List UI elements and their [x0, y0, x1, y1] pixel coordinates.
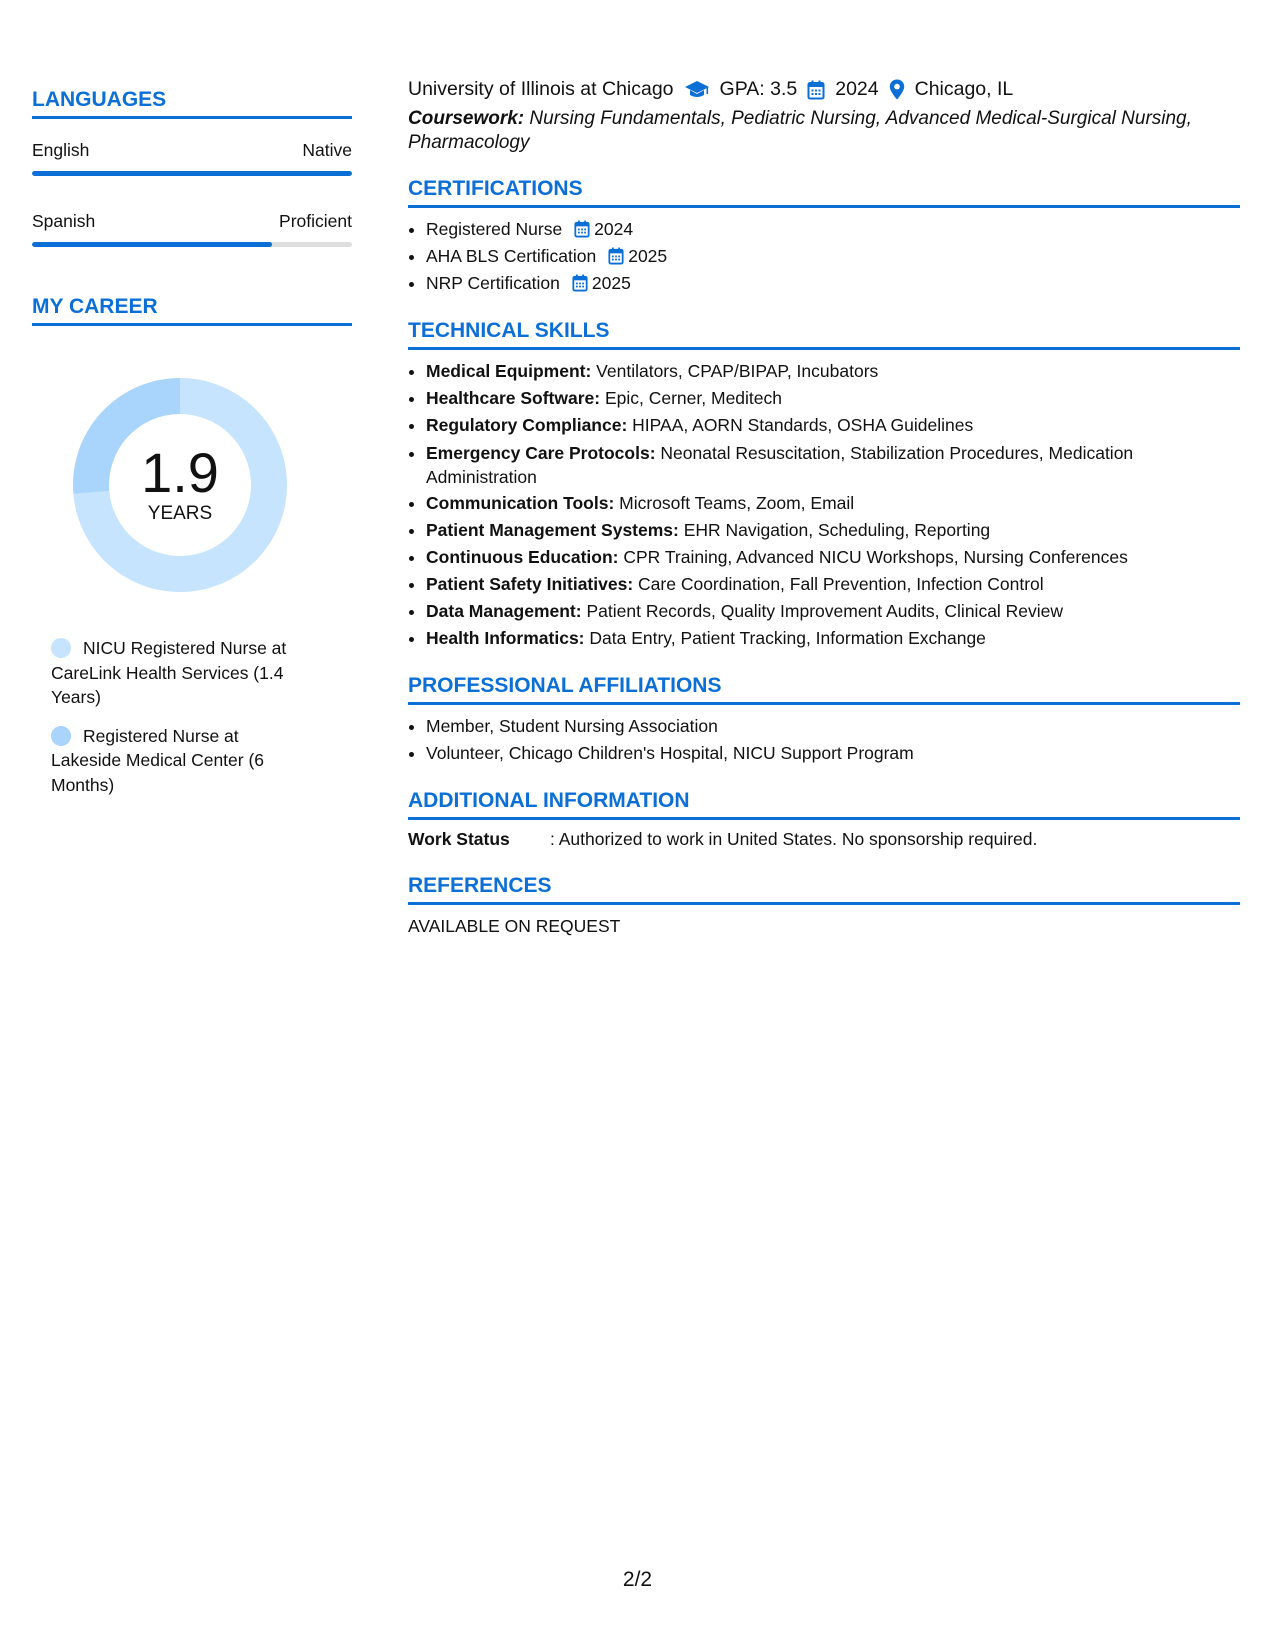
skill-item — [426, 598, 1240, 625]
certification-item — [426, 270, 1240, 297]
education-school: University of Illinois at Chicago — [408, 78, 674, 100]
skill-name: Healthcare Software: — [426, 388, 601, 408]
certification-year: 2025 — [591, 273, 631, 293]
education-location: Chicago, IL — [914, 78, 1014, 100]
skill-item — [426, 439, 1240, 490]
career-legend — [51, 636, 311, 797]
career-donut-chart — [65, 370, 295, 600]
language-level: Native — [302, 140, 352, 160]
legend-dot-icon — [51, 638, 71, 658]
skill-value: Patient Records, Quality Improvement Audits, Clinical Review — [586, 601, 1064, 621]
calendar-icon — [807, 80, 825, 100]
affiliation-item: • Volunteer, Chicago Children's Hospital, NICU Support Program — [426, 740, 1240, 767]
affiliations-list — [408, 713, 1240, 767]
language-level: Proficient — [279, 211, 352, 231]
certification-year: 2025 — [628, 246, 668, 266]
legend-dot-icon — [51, 726, 71, 746]
skill-item — [426, 358, 1240, 385]
skill-value: Ventilators, CPAP/BIPAP, Incubators — [596, 361, 879, 381]
affiliations-title: PROFESSIONAL AFFILIATIONS — [408, 672, 1240, 705]
affiliation-item: • Member, Student Nursing Association — [426, 713, 1240, 740]
education-gpa: GPA: 3.5 — [719, 78, 798, 100]
additional-info-title: ADDITIONAL INFORMATION — [408, 787, 1240, 820]
education-line — [408, 76, 1240, 103]
skill-value: Neonatal Resuscitation, Stabilization Procedures, Medication Administration — [426, 443, 1134, 487]
certification-name: Registered Nurse — [426, 219, 563, 239]
certifications-title: CERTIFICATIONS — [408, 175, 1240, 208]
skill-value: Care Coordination, Fall Prevention, Infection Control — [638, 574, 1044, 594]
skill-item — [426, 625, 1240, 652]
language-item — [32, 139, 352, 176]
coursework-label: Coursework: — [408, 108, 525, 129]
skill-name: Regulatory Compliance: — [426, 415, 628, 435]
career-legend-label: Registered Nurse at Lakeside Medical Center (6 Months) — [51, 725, 265, 795]
language-item — [32, 210, 352, 247]
work-status-value: : Authorized to work in United States. No sponsorship required. — [550, 829, 1038, 849]
languages-title: LANGUAGES — [32, 86, 352, 119]
skill-item — [426, 517, 1240, 544]
language-level-bar — [32, 171, 352, 176]
career-legend-item — [51, 636, 311, 710]
skill-value: HIPAA, AORN Standards, OSHA Guidelines — [632, 415, 974, 435]
skill-value: Microsoft Teams, Zoom, Email — [619, 493, 855, 513]
language-name: Spanish — [32, 211, 96, 231]
language-level-bar — [32, 242, 352, 247]
skill-name: Communication Tools: — [426, 493, 615, 513]
skill-item — [426, 544, 1240, 571]
skill-value: CPR Training, Advanced NICU Workshops, Nursing Conferences — [623, 547, 1128, 567]
career-donut-center — [65, 370, 295, 600]
skill-item — [426, 385, 1240, 412]
career-legend-label: NICU Registered Nurse at CareLink Health Services (1.4 Years) — [51, 638, 287, 707]
map-pin-icon — [889, 79, 905, 100]
calendar-icon — [608, 247, 624, 265]
work-status-row — [408, 826, 1240, 852]
coursework-list: Nursing Fundamentals, Pediatric Nursing, Advanced Medical-Surgical Nursing, Pharmacology — [408, 108, 1192, 153]
career-total-value: 1.9 — [141, 441, 219, 504]
left-column — [32, 86, 352, 811]
calendar-icon — [572, 274, 588, 292]
skill-value: Epic, Cerner, Meditech — [604, 388, 782, 408]
skill-value: EHR Navigation, Scheduling, Reporting — [683, 520, 991, 540]
work-status-label: Work Status — [408, 829, 510, 849]
page-number: 2/2 — [622, 1568, 653, 1591]
skill-name: Patient Management Systems: — [426, 520, 679, 540]
certification-item — [426, 216, 1240, 243]
career-legend-item — [51, 724, 311, 798]
language-level-fill — [32, 171, 352, 176]
technical-skills-title: TECHNICAL SKILLS — [408, 317, 1240, 350]
certification-year: 2024 — [594, 219, 634, 239]
skill-name: Patient Safety Initiatives: — [426, 574, 634, 594]
skill-item — [426, 571, 1240, 598]
certifications-list — [408, 216, 1240, 297]
right-column — [408, 76, 1240, 939]
skill-name: Medical Equipment: — [426, 361, 592, 381]
skill-name: Data Management: — [426, 601, 582, 621]
skill-value: Data Entry, Patient Tracking, Information Exchange — [589, 628, 986, 648]
skill-item — [426, 490, 1240, 517]
technical-skills-list — [408, 358, 1240, 652]
skill-name: Continuous Education: — [426, 547, 619, 567]
certification-name: NRP Certification — [426, 273, 560, 293]
language-name: English — [32, 140, 90, 160]
career-title: MY CAREER — [32, 293, 352, 326]
skill-item — [426, 412, 1240, 439]
language-level-fill — [32, 242, 272, 247]
certification-item — [426, 243, 1240, 270]
references-text: AVAILABLE ON REQUEST — [408, 916, 621, 936]
graduation-cap-icon — [684, 80, 710, 100]
skill-name: Emergency Care Protocols: — [426, 443, 656, 463]
skill-name: Health Informatics: — [426, 628, 585, 648]
languages-list — [32, 139, 352, 247]
certification-name: AHA BLS Certification — [426, 246, 597, 266]
coursework — [408, 107, 1240, 155]
references-title: REFERENCES — [408, 872, 1240, 905]
education-year: 2024 — [835, 78, 879, 100]
career-total-unit: YEARS — [147, 503, 213, 524]
calendar-icon — [574, 220, 590, 238]
